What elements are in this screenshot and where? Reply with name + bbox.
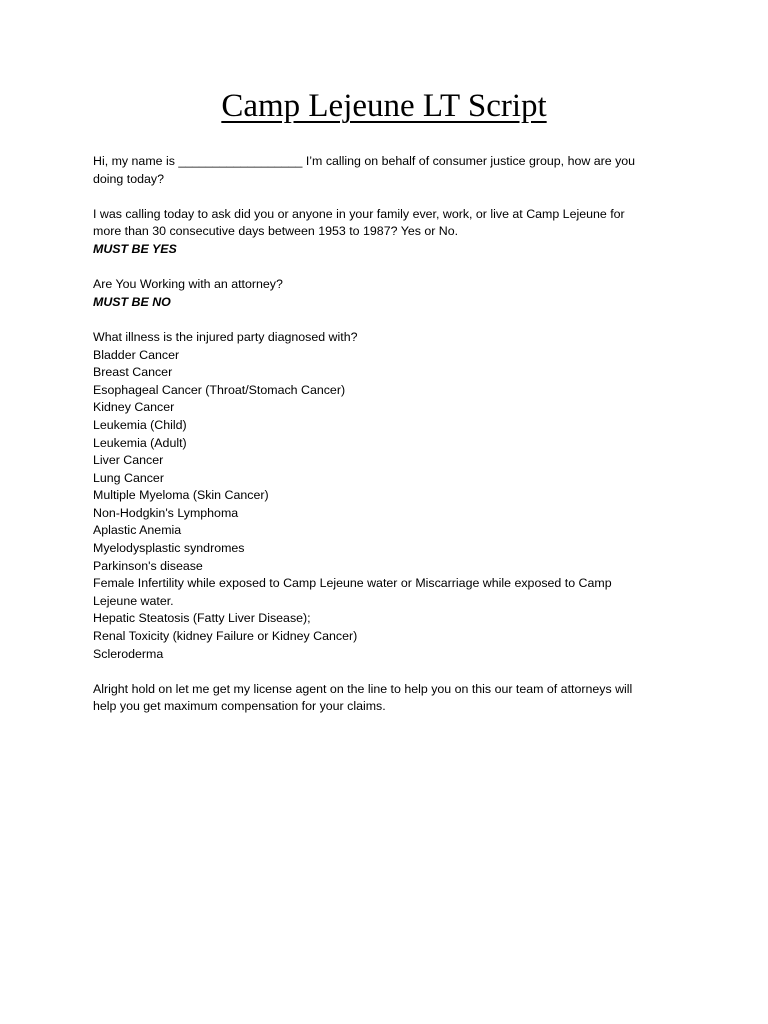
- document-title: Camp Lejeune LT Script: [221, 88, 547, 124]
- illness-item: Kidney Cancer: [93, 400, 175, 415]
- illness-section: [93, 329, 683, 663]
- illness-item: Leukemia (Adult): [93, 435, 187, 450]
- question1-paragraph: [93, 206, 683, 259]
- illness-list: [93, 347, 683, 664]
- closing-paragraph: [93, 681, 683, 716]
- paragraph-spacer: [93, 311, 683, 329]
- question1-requirement: MUST BE YES: [93, 241, 177, 256]
- illness-item: Aplastic Anemia: [93, 523, 182, 538]
- illness-item: Lejeune water.: [93, 593, 174, 608]
- question1-line: I was calling today to ask did you or anyone in your family ever, work, or live at Camp Lejeune for: [93, 206, 625, 221]
- document-body: [93, 153, 683, 716]
- illness-item: Non-Hodgkin's Lymphoma: [93, 505, 239, 520]
- illness-item: Parkinson's disease: [93, 558, 203, 573]
- intro-line: doing today?: [93, 171, 164, 186]
- illness-item: Multiple Myeloma (Skin Cancer): [93, 488, 269, 503]
- illness-item: Scleroderma: [93, 646, 164, 661]
- closing-line: Alright hold on let me get my license agent on the line to help you on this our team of attorneys will: [93, 681, 633, 696]
- question2-line: Are You Working with an attorney?: [93, 277, 283, 292]
- illness-item: Leukemia (Child): [93, 417, 187, 432]
- illness-item: Esophageal Cancer (Throat/Stomach Cancer): [93, 382, 346, 397]
- paragraph-spacer: [93, 188, 683, 206]
- paragraph-spacer: [93, 663, 683, 681]
- illness-item: Renal Toxicity (kidney Failure or Kidney Cancer): [93, 629, 358, 644]
- illness-item: Liver Cancer: [93, 453, 164, 468]
- question1-line: more than 30 consecutive days between 1953 to 1987? Yes or No.: [93, 224, 459, 239]
- illness-question: What illness is the injured party diagnosed with?: [93, 329, 358, 344]
- question2-paragraph: [93, 276, 683, 311]
- illness-item: Breast Cancer: [93, 365, 173, 380]
- intro-line: Hi, my name is __________________ I’m calling on behalf of consumer justice group, how are you: [93, 154, 636, 168]
- illness-item: Myelodysplastic syndromes: [93, 541, 245, 556]
- illness-item: Lung Cancer: [93, 470, 164, 485]
- illness-item: Female Infertility while exposed to Camp Lejeune water or Miscarriage while exposed to Camp: [93, 576, 612, 591]
- paragraph-spacer: [93, 259, 683, 277]
- illness-item: Hepatic Steatosis (Fatty Liver Disease);: [93, 611, 311, 626]
- intro-paragraph: [93, 153, 683, 188]
- closing-line: help you get maximum compensation for your claims.: [93, 699, 386, 714]
- illness-item: Bladder Cancer: [93, 347, 180, 362]
- question2-requirement: MUST BE NO: [93, 294, 171, 309]
